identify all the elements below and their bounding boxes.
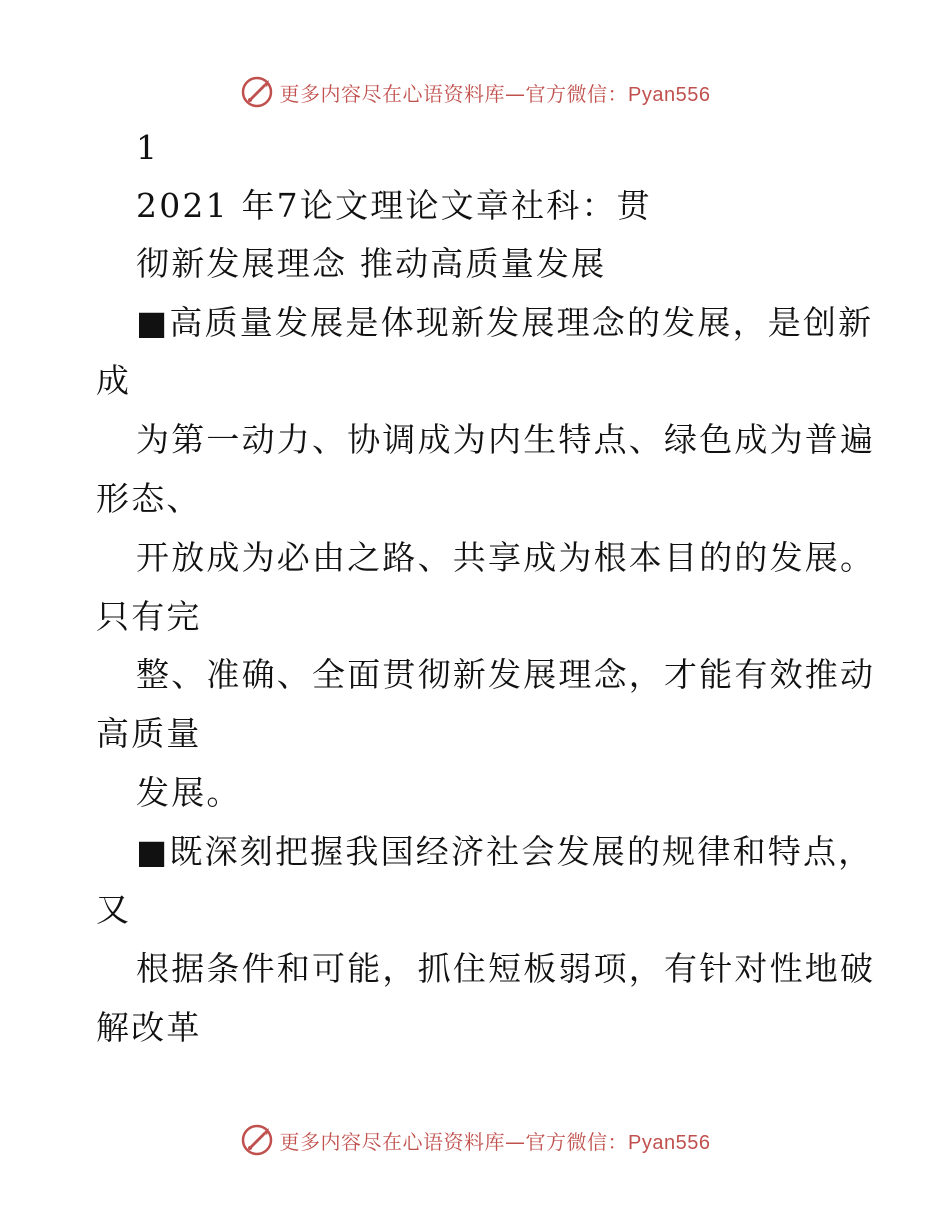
red-feather-pen-logo-icon — [240, 1123, 274, 1157]
body-line: ■高质量发展是体现新发展理念的发展，是创新 — [136, 303, 874, 342]
page-number: 1 — [136, 128, 160, 167]
body-line: 只有完 — [96, 597, 202, 636]
body-line: 开放成为必由之路、共享成为根本目的的发展。 — [136, 538, 876, 577]
body-line: 根据条件和可能，抓住短板弱项，有针对性地破 — [136, 949, 876, 988]
red-feather-pen-logo-icon — [240, 75, 274, 109]
watermark-id: Pyan556 — [628, 83, 711, 106]
body-line: 又 — [96, 890, 132, 929]
body-line: 为第一动力、协调成为内生特点、绿色成为普遍 — [136, 420, 876, 459]
body-line: 高质量 — [96, 714, 202, 753]
header-watermark — [0, 72, 950, 112]
watermark-id: Pyan556 — [628, 1131, 711, 1154]
body-line: 解改革 — [96, 1008, 202, 1047]
document-title-line-2: 彻新发展理念 推动高质量发展 — [136, 244, 607, 283]
watermark-text: 更多内容尽在心语资料库—官方微信： — [279, 81, 629, 106]
body-line: 整、准确、全面贯彻新发展理念，才能有效推动 — [136, 655, 876, 694]
watermark-text: 更多内容尽在心语资料库—官方微信： — [279, 1129, 629, 1154]
body-line: 发展。 — [136, 773, 242, 812]
body-line: 形态、 — [96, 479, 202, 518]
body-line: 成 — [96, 361, 132, 400]
body-line: ■既深刻把握我国经济社会发展的规律和特点， — [136, 832, 874, 871]
document-title-line-1: 2021 年7论文理论文章社科：贯 — [136, 186, 652, 225]
footer-watermark — [0, 1120, 950, 1160]
